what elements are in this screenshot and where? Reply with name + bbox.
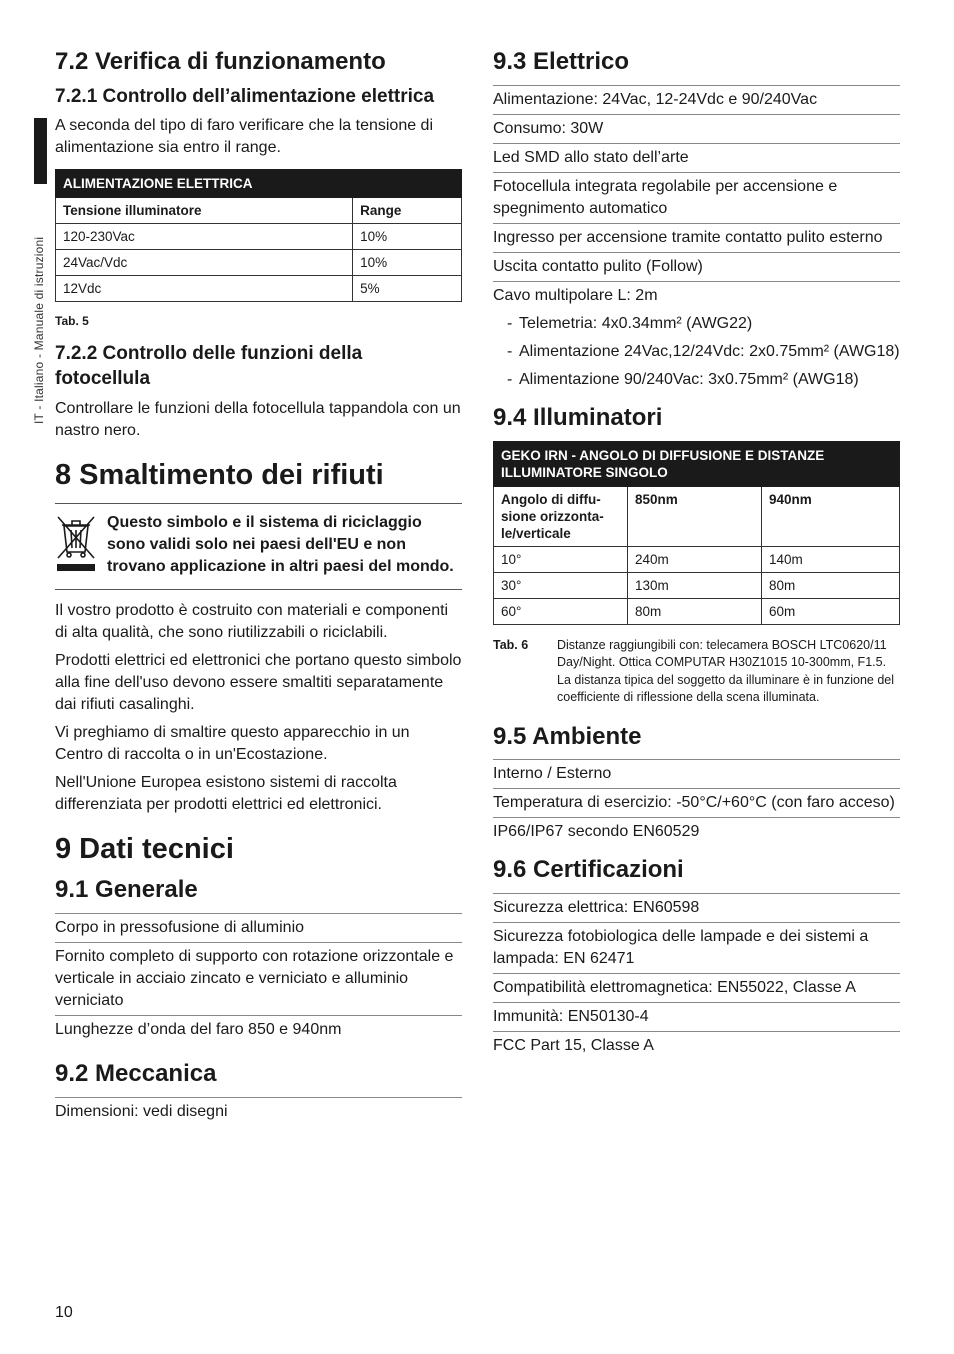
- table-row: [494, 572, 900, 598]
- table-cell: 240m: [627, 546, 761, 572]
- table-cell: 24Vac/Vdc: [56, 250, 353, 276]
- spec-item: Fotocellula integrata regolabile per accensione e spegnimento automatico: [493, 173, 900, 224]
- cable-sub-item: - Telemetria: 4x0.34mm² (AWG22): [493, 310, 900, 338]
- spec-item: Lunghezze d’onda del faro 850 e 940nm: [55, 1021, 342, 1039]
- sub-item-text: Alimentazione 24Vac,12/24Vdc: 2x0.75mm² (AWG18): [519, 342, 900, 360]
- section-9-1-title: 9.1 Generale: [55, 876, 198, 904]
- table-row: [494, 546, 900, 572]
- spec-item: Led SMD allo stato dell’arte: [493, 144, 900, 173]
- spec-item: Compatibilità elettromagnetica: EN55022, Classe A: [493, 974, 900, 1003]
- spec-item: Corpo in pressofusione di alluminio: [55, 914, 462, 943]
- spec-item: Alimentazione: 24Vac, 12-24Vdc e 90/240Vac: [493, 86, 900, 115]
- electrical-spec-list: [493, 85, 900, 394]
- table-cell: 5%: [353, 276, 462, 302]
- section-9-3-title: 9.3 Elettrico: [493, 48, 630, 75]
- table-cell: 80m: [627, 598, 761, 624]
- table-cell: 10%: [353, 224, 462, 250]
- table-row: [56, 224, 462, 250]
- environment-spec-list: [493, 759, 900, 846]
- table-header: 850nm: [627, 486, 761, 546]
- table-header: Tensione illuminatore: [56, 198, 353, 224]
- disposal-paragraph: Nell'Unione Europea esistono sistemi di raccolta differenziata per prodotti elettrici ed elettronici.: [55, 773, 397, 813]
- table-cell: 80m: [761, 572, 899, 598]
- table-title: ALIMENTAZIONE ELETTRICA: [56, 170, 462, 198]
- disposal-paragraph: Prodotti elettrici ed elettronici che portano questo simbolo alla fine dell'uso devono essere smaltiti separatamente dai rifiuti casalinghi.: [55, 651, 462, 713]
- spec-item: Immunità: EN50130-4: [493, 1003, 900, 1032]
- table-caption: [493, 637, 900, 707]
- spec-item: Uscita contatto pulito (Follow): [493, 253, 900, 282]
- cable-sub-item: - Alimentazione 90/240Vac: 3x0.75mm² (AWG18): [493, 366, 900, 394]
- section-9-2-title: 9.2 Meccanica: [55, 1060, 217, 1088]
- table-caption: Tab. 5: [55, 314, 89, 329]
- table-caption-text: Distanze raggiungibili con: telecamera BOSCH LTC0620/11 Day/Night. Ottica COMPUTAR H30Z1015 10-300mm, F1.5. La distanza tipica del soggetto da illuminare è in funzione del coefficiente di riflessione della scena illuminata.: [557, 637, 895, 705]
- weee-warning-text: Questo simbolo e il sistema di riciclaggio sono validi solo nei paesi dell'EU e non trovano applicazione in altri paesi del mondo.: [107, 513, 454, 575]
- side-tab-marker: [34, 118, 47, 184]
- disposal-paragraph: Vi preghiamo di smaltire questo apparecchio in un Centro di raccolta o in un'Ecostazione.: [55, 723, 410, 763]
- cable-sub-item: - Alimentazione 24Vac,12/24Vdc: 2x0.75mm² (AWG18): [493, 338, 900, 366]
- table-cell: 12Vdc: [56, 276, 353, 302]
- section-7-2-title: 7.2 Verifica di funzionamento: [55, 48, 386, 75]
- spec-item: Fornito completo di supporto con rotazione orizzontale e verticale in acciaio zincato e verniciato e alluminio verniciato: [55, 943, 462, 1016]
- spec-item: Ingresso per accensione tramite contatto pulito esterno: [493, 224, 900, 253]
- spec-item: Sicurezza elettrica: EN60598: [493, 894, 900, 923]
- spec-item: Cavo multipolare L: 2m: [493, 286, 658, 304]
- certifications-spec-list: [493, 893, 900, 1060]
- sub-item-text: Telemetria: 4x0.34mm² (AWG22): [519, 314, 753, 332]
- table-cell: 10%: [353, 250, 462, 276]
- section-8-title: 8 Smaltimento dei rifiuti: [55, 458, 384, 491]
- table-title: GEKO IRN - ANGOLO DI DIFFUSIONE E DISTANZE ILLUMINATORE SINGOLO: [494, 441, 900, 486]
- mechanics-spec-list: [55, 1097, 462, 1126]
- section-7-2-1-text: A seconda del tipo di faro verificare che la tensione di alimentazione sia entro il range.: [55, 117, 434, 157]
- spec-item: FCC Part 15, Classe A: [493, 1037, 654, 1055]
- power-supply-table: [55, 169, 462, 302]
- right-column: [493, 48, 900, 1060]
- table-cell: 60°: [494, 598, 628, 624]
- left-column: [55, 48, 462, 1126]
- table-row: [494, 598, 900, 624]
- section-7-2-1-title: 7.2.1 Controllo dell’alimentazione elettrica: [55, 85, 435, 107]
- table-row: [56, 276, 462, 302]
- weee-crossed-bin-icon: [55, 512, 107, 579]
- section-7-2-2-text: Controllare le funzioni della fotocellula tappandola con un nastro nero.: [55, 399, 461, 439]
- table-header: 940nm: [761, 486, 899, 546]
- table-header: Angolo di diffu-sione orizzonta-le/verticale: [494, 486, 628, 546]
- table-row: [56, 250, 462, 276]
- illuminator-distance-table: [493, 441, 900, 625]
- section-9-4-title: 9.4 Illuminatori: [493, 403, 663, 431]
- section-9-title: 9 Dati tecnici: [55, 832, 234, 865]
- table-cell: 60m: [761, 598, 899, 624]
- weee-warning-box: [55, 503, 462, 590]
- table-cell: 140m: [761, 546, 899, 572]
- section-7-2-2-title: 7.2.2 Controllo delle funzioni della fotocellula: [55, 343, 363, 390]
- table-cell: 30°: [494, 572, 628, 598]
- table-cell: 130m: [627, 572, 761, 598]
- general-spec-list: [55, 913, 462, 1044]
- section-9-5-title: 9.5 Ambiente: [493, 722, 642, 750]
- page-number: 10: [55, 1304, 73, 1321]
- table-cell: 120-230Vac: [56, 224, 353, 250]
- side-running-header: IT - Italiano - Manuale di istruzioni: [32, 236, 46, 424]
- table-caption-label: Tab. 6: [493, 637, 529, 652]
- table-cell: 10°: [494, 546, 628, 572]
- spec-item: Temperatura di esercizio: -50°C/+60°C (con faro acceso): [493, 789, 900, 818]
- spec-item: Consumo: 30W: [493, 115, 900, 144]
- disposal-paragraph: Il vostro prodotto è costruito con materiali e componenti di alta qualità, che sono riutilizzabili o riciclabili.: [55, 601, 449, 641]
- sub-item-text: Alimentazione 90/240Vac: 3x0.75mm² (AWG18): [519, 370, 859, 388]
- spec-item: Sicurezza fotobiologica delle lampade e dei sistemi a lampada: EN 62471: [493, 923, 900, 974]
- spec-item: IP66/IP67 secondo EN60529: [493, 823, 700, 841]
- spec-item: Interno / Esterno: [493, 760, 900, 789]
- section-9-6-title: 9.6 Certificazioni: [493, 856, 684, 884]
- spec-item: Dimensioni: vedi disegni: [55, 1103, 228, 1121]
- table-header: Range: [353, 198, 462, 224]
